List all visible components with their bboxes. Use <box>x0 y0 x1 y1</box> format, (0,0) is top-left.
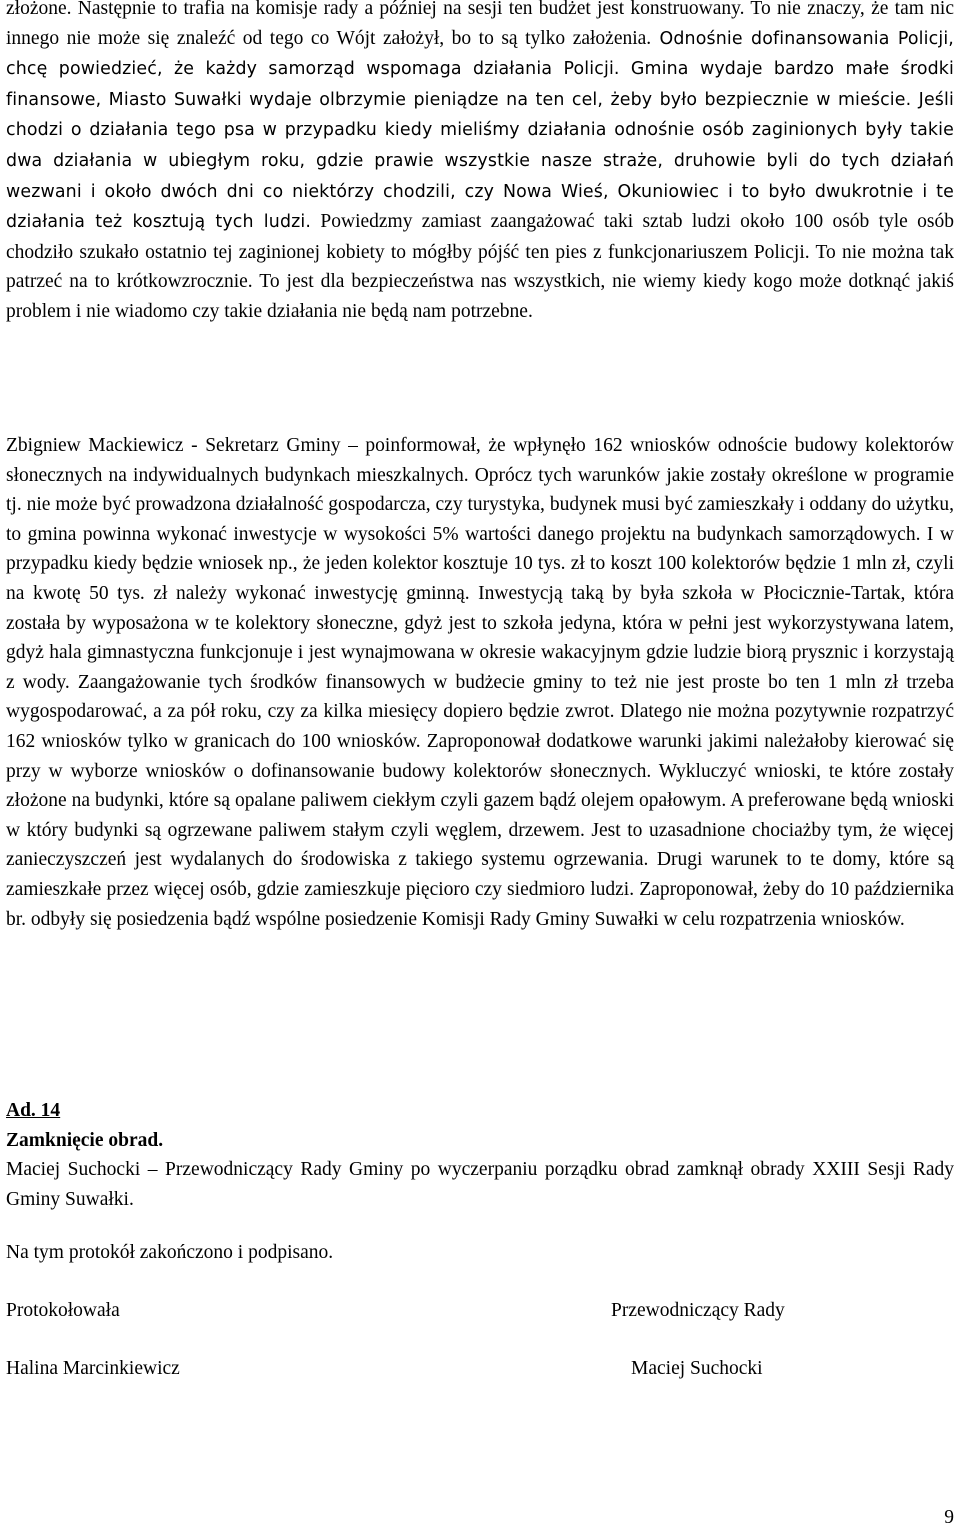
agenda-item-section <box>6 1096 954 1214</box>
agenda-item-text: Maciej Suchocki – Przewodniczący Rady Gminy po wyczerpaniu porządku obrad zamknął obrady XXIII Sesji Rady Gminy Suwałki. <box>6 1159 954 1210</box>
paragraph-segment: złożone. Następnie to trafia na komisje rady a później na sesji ten budżet jest konstruowany. To nie znaczy, że tam nic innego nie może się znaleźć od tego co Wójt założył, bo to są tylko założenia. <box>6 0 954 49</box>
signature-name-recorder: Halina Marcinkiewicz <box>6 1358 180 1379</box>
page-number: 9 <box>944 1507 954 1528</box>
signature-role-chairman: Przewodniczący Rady <box>611 1300 785 1321</box>
paragraph-segment: Odnośnie dofinansowania Policji, chcę powiedzieć, że każdy samorząd wspomaga działania Policji. Gmina wydaje bardzo małe środki finansowe, Miasto Suwałki wydaje olbrzymie pieniądze na ten cel, żeby było bezpiecznie w mieście. Jeśli chodzi o działania tego psa w przypadku kiedy mieliśmy działania odnośnie osób zaginionych były takie dwa działania w ubiegłym roku, gdzie prawie wszystkie nasze straże, druhowie byli do tych działań wezwani i około dwóch dni co niektórzy chodzili, czy Nowa Wieś, Okuniowiec i to było dwukrotnie i te działania też kosztują tych ludzi. <box>6 28 954 233</box>
signature-name-chairman: Maciej Suchocki <box>631 1358 763 1379</box>
paragraph-police-funding <box>6 0 954 327</box>
signature-role-recorder: Protokołowała <box>6 1300 120 1321</box>
closing-statement: Na tym protokół zakończono i podpisano. <box>6 1242 334 1263</box>
paragraph-solar-collectors: Zbigniew Mackiewicz - Sekretarz Gminy – poinformował, że wpłynęło 162 wniosków odnoście budowy kolektorów słonecznych na indywidualnych budynkach mieszkalnych. Oprócz tych warunków jakie zostały określone w programie tj. nie może być prowadzona działalność gospodarcza, czy turystyka, budynek musi być zamieszkały i oddany do użytku, to gmina powinna wykonać inwestycje w wysokości 5% wartości danego projektu na budynkach samorządowych. I w przypadku kiedy będzie wniosek np., że jeden kolektor kosztuje 10 tys. zł to koszt 100 kolektorów będzie 1 mln zł, czyli na kwotę 50 tys. zł należy wykonać inwestycję gminną. Inwestycją taką by była szkoła w Płocicznie-Tartak, która została by wyposażona w te kolektory słoneczne, gdyż jest to szkoła jedyna, która w pełni jest wykorzystywana latem, gdyż hala gimnastyczna funkcjonuje i jest wynajmowana w okresie wakacyjnym gdzie ludzie biorą prysznic i korzystają z wody. Zaangażowanie tych środków finansowych w budżecie gminy to też nie jest proste bo ten 1 mln zł trzeba wygospodarować, a za pół roku, czy za kilka miesięcy dopiero będzie zwrot. Dlatego nie można pozytywnie rozpatrzyć 162 wniosków tylko w granicach do 100 wniosków. Zaproponował dodatkowe warunki jakimi należałoby kierować się przy w wyborze wniosków o dofinansowanie budowy kolektorów słonecznych. Wykluczyć wnioski, te które zostały złożone na budynki, które są opalane paliwem ciekłym czyli gazem bądź olejem opałowym. A preferowane będą wnioski w który budynki są ogrzewane paliwem stałym czyli węglem, drzewem. Jest to uzasadnione chociażby tym, że więcej zanieczyszczeń jest wydalanych do środowiska z takiego systemu ogrzewania. Drugi warunek to te domy, które są zamieszkałe przez więcej osób, gdzie zamieszkuje pięcioro czy siedmioro ludzi. Zaproponował, żeby do 10 października br. odbyły się posiedzenia bądź wspólne posiedzenie Komisji Rady Gminy Suwałki w celu rozpatrzenia wniosków. <box>6 435 954 930</box>
agenda-item-title: Zamknięcie obrad. <box>6 1129 164 1151</box>
paragraph-segment: Powiedzmy zamiast zaangażować taki sztab ludzi około 100 osób tyle osób chodziło szukało ostatnio tej zaginionej kobiety to mógłby pójść ten pies z funkcjonariuszem Policji. To nie można tak patrzeć na to krótkowzrocznie. To jest dla bezpieczeństwa nas wszystkich, nie wiemy kiedy kogo może dotknąć jakiś problem i nie wiadomo czy takie działania nie będą nam potrzebne. <box>6 211 954 322</box>
document-page <box>6 0 954 1537</box>
agenda-item-number: Ad. 14 <box>6 1100 61 1121</box>
